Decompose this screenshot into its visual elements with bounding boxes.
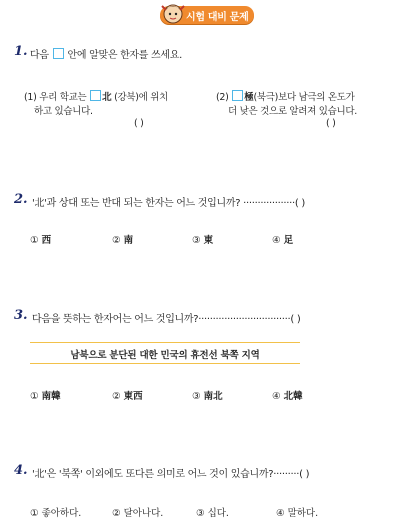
choice-mark: ④ [276,508,285,519]
definition-box [30,342,300,364]
q1-sub1-text-b: (강북)에 위치 [114,92,168,103]
q1-sub1-answer-paren[interactable]: ( ) [134,118,144,129]
choice-label: 南韓 [41,391,61,402]
section-title: 시험 대비 문제 [186,12,249,23]
q3-choice-2[interactable] [112,388,143,402]
question-3-number: 3. [14,308,28,323]
mascot-icon [160,0,186,26]
q1-sub1-text-a: 우리 학교는 [39,92,87,103]
choice-mark: ④ [272,391,281,402]
choice-mark: ① [30,391,39,402]
question-4-number: 4. [14,463,28,478]
question-1-text-a: 다음 [30,50,49,61]
question-4-text: '北'은 '북쪽' 이외에도 또다른 의미로 어느 것이 있습니까?·········( ) [32,469,310,480]
choice-label: 北韓 [283,391,303,402]
definition-text: 남북으로 분단된 대한 민국의 휴전선 북쪽 지역 [70,350,260,361]
choice-mark: ① [30,235,39,246]
q2-choice-3[interactable] [192,232,213,246]
q1-sub1-hanja: 北 [102,92,112,103]
choice-label: 南 [123,235,134,246]
blank-box-icon [232,90,243,101]
question-2-number: 2. [14,192,28,207]
choice-mark: ④ [272,235,281,246]
q1-sub2-mark: (2) [216,92,229,103]
question-3-text: 다음을 뜻하는 한자어는 어느 것입니까?································( ) [32,314,301,325]
choice-mark: ③ [196,508,205,519]
choice-mark: ③ [192,391,201,402]
choice-label: 좋아하다. [41,508,82,519]
choice-mark: ① [30,508,39,519]
choice-label: 南北 [203,391,223,402]
q1-sub2-line1 [216,89,355,103]
q1-sub2-text-b: (북극)보다 남극의 온도가 [253,92,355,103]
choice-mark: ③ [192,235,201,246]
question-1-text [30,46,182,61]
choice-label: 東 [203,235,214,246]
choice-mark: ② [112,391,121,402]
question-1-number: 1. [14,44,28,59]
q4-choice-3[interactable] [196,505,229,519]
q3-choice-4[interactable] [272,388,303,402]
q2-choice-1[interactable] [30,232,51,246]
question-1-text-b: 안에 알맞은 한자를 쓰세요. [67,50,182,61]
choice-label: 西 [41,235,52,246]
q4-choice-1[interactable] [30,505,81,519]
q2-choice-4[interactable] [272,232,293,246]
choice-label: 달아나다. [123,508,164,519]
blank-box-icon [53,48,64,59]
choice-label: 십다. [207,508,229,519]
q1-sub2-line2: 더 낮은 것으로 알려져 있습니다. [228,106,358,117]
q2-choice-2[interactable] [112,232,133,246]
q1-sub1-line2: 하고 있습니다. [34,106,93,117]
q1-sub2-answer-paren[interactable]: ( ) [326,118,336,129]
choice-mark: ② [112,235,121,246]
choice-label: 東西 [123,391,143,402]
choice-label: 足 [283,235,294,246]
q1-sub2-hanja: 極 [244,92,254,103]
q1-sub1-mark: (1) [24,92,37,103]
q1-sub1-line1 [24,89,168,103]
choice-mark: ② [112,508,121,519]
q3-choice-3[interactable] [192,388,223,402]
q3-choice-1[interactable] [30,388,61,402]
q4-choice-4[interactable] [276,505,318,519]
choice-label: 말하다. [287,508,319,519]
q4-choice-2[interactable] [112,505,163,519]
question-2-text: '北'과 상대 또는 반대 되는 한자는 어느 것입니까? ··················( ) [32,198,306,209]
blank-box-icon [90,90,101,101]
